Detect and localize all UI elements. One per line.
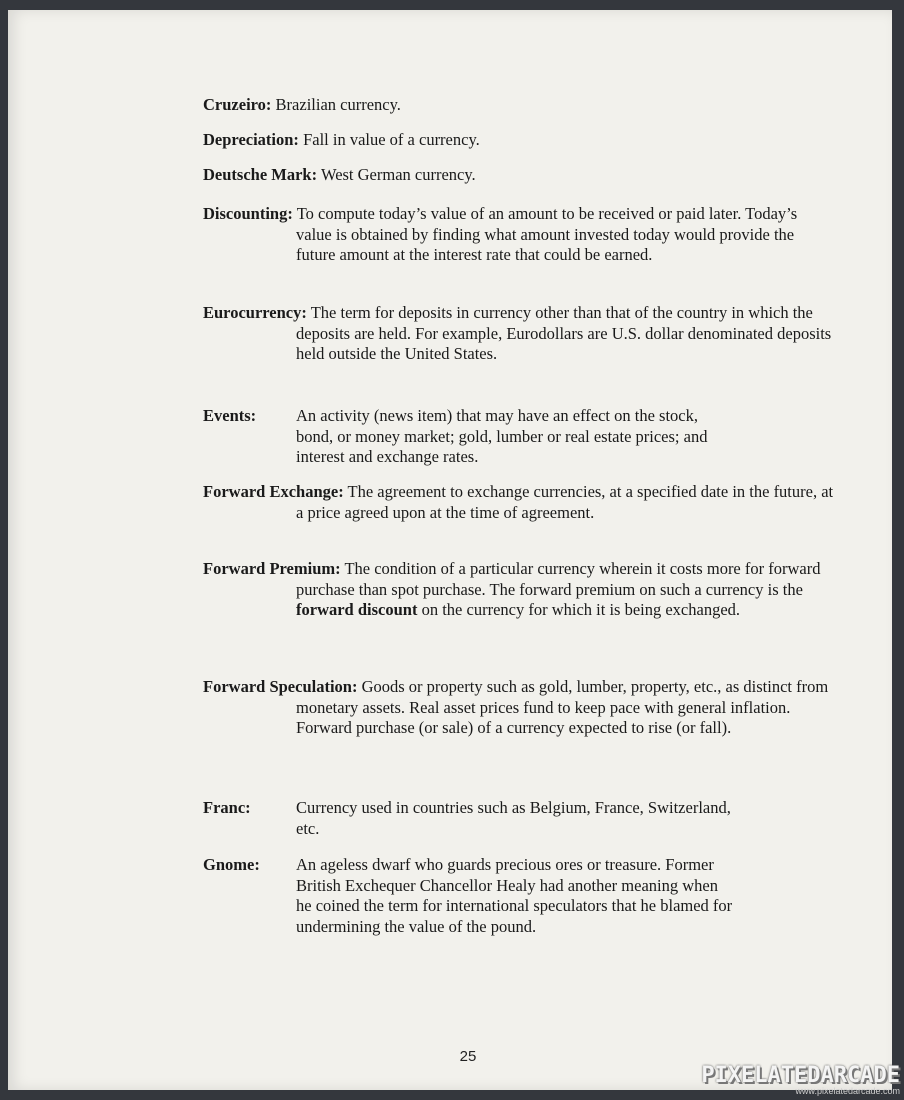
entry-definition-part-2: on the currency for which it is being exchanged. xyxy=(421,600,741,619)
glossary-entry-forward-exchange xyxy=(203,482,836,523)
entry-term: Forward Speculation: xyxy=(203,677,358,696)
glossary-entry-deutsche-mark xyxy=(203,165,743,186)
entry-definition: An activity (news item) that may have an effect on the stock, bond, or money market; gold, lumber or real estate prices; and interest and exchange rates. xyxy=(296,406,708,466)
entry-definition: Brazilian currency. xyxy=(275,95,401,114)
entry-term: Eurocurrency: xyxy=(203,303,307,322)
entry-term: Gnome: xyxy=(203,855,260,874)
glossary-entry-eurocurrency xyxy=(203,303,836,365)
entry-definition: West German currency. xyxy=(320,165,476,184)
entry-definition: Goods or property such as gold, lumber, property, etc., as distinct from monetary assets. Real asset prices fund to keep pace with general inflation. Forward purchase (or sale) of a currency expected to rise (or fall). xyxy=(296,677,829,737)
entry-definition: Fall in value of a currency. xyxy=(303,130,480,149)
entry-term: Depreciation: xyxy=(203,130,299,149)
entry-term: Deutsche Mark: xyxy=(203,165,318,184)
entry-term: Cruzeiro: xyxy=(203,95,272,114)
entry-definition: Currency used in countries such as Belgium, France, Switzerland, etc. xyxy=(296,798,731,838)
glossary-entry-forward-premium xyxy=(203,559,836,621)
page-number: 25 xyxy=(459,1048,477,1065)
glossary-entry-discounting xyxy=(203,204,836,266)
entry-term: Forward Premium: xyxy=(203,559,341,578)
entry-definition: To compute today’s value of an amount to be received or paid later. Today’s value is obtained by finding what amount invested today would provide the future amount at the interest rate that could be earned. xyxy=(296,204,798,264)
glossary-entry-franc xyxy=(203,798,743,839)
entry-bold-phrase: forward discount xyxy=(296,600,418,619)
entry-definition: An ageless dwarf who guards precious ores or treasure. Former British Exchequer Chancellor Healy had another meaning when he coined the term for international speculators that he blamed for undermining the value of the pound. xyxy=(296,855,733,936)
entry-definition-part-1: The condition of a particular currency wherein it costs more for forward purchase than spot purchase. The forward premium on such a currency is the xyxy=(296,559,821,599)
entry-term: Events: xyxy=(203,406,257,425)
glossary-entry-depreciation xyxy=(203,130,743,151)
glossary-entry-cruzeiro xyxy=(203,95,743,116)
entry-term: Discounting: xyxy=(203,204,293,223)
watermark xyxy=(701,1063,900,1096)
entry-definition: The agreement to exchange currencies, at a specified date in the future, at a price agreed upon at the time of agreement. xyxy=(296,482,834,522)
document-page xyxy=(8,10,892,1090)
glossary-entry-forward-speculation xyxy=(203,677,836,739)
watermark-brand: PIXELATEDARCADE xyxy=(701,1063,900,1088)
watermark-url: www.pixelatedarcade.com xyxy=(795,1086,900,1096)
glossary-entry-events xyxy=(203,406,743,468)
entry-term: Franc: xyxy=(203,798,251,817)
glossary-entry-gnome xyxy=(203,855,743,937)
entry-definition: The term for deposits in currency other than that of the country in which the deposits are held. For example, Eurodollars are U.S. dollar denominated deposits held outside the United States. xyxy=(296,303,832,363)
entry-term: Forward Exchange: xyxy=(203,482,344,501)
